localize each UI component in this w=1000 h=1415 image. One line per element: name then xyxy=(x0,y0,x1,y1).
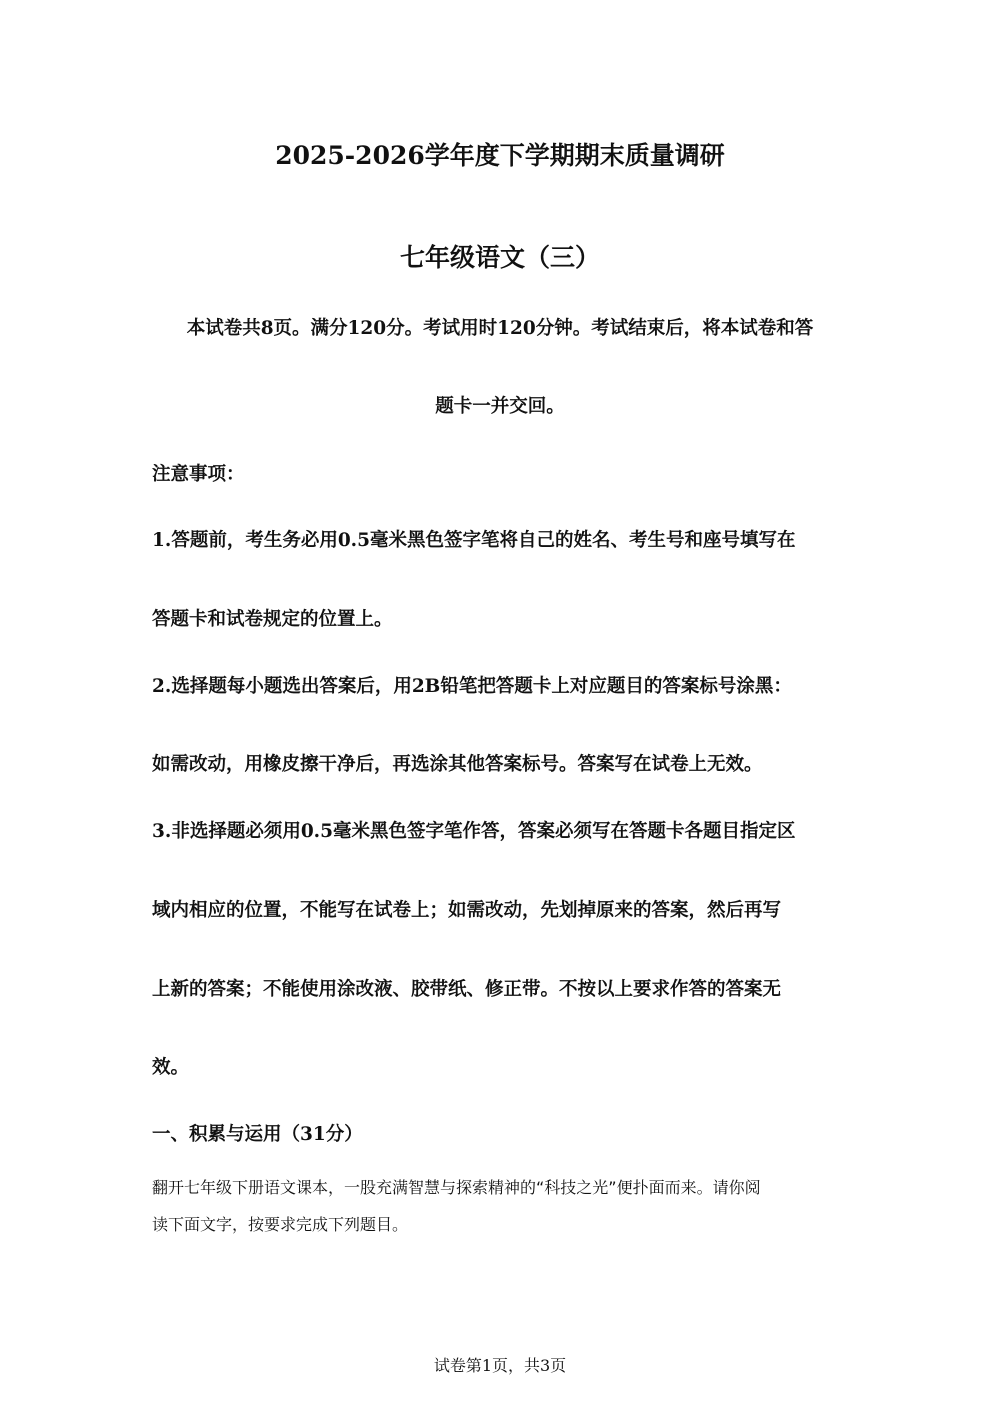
notice-item-2-line-2: 如需改动，用橡皮擦干净后，再选涂其他答案标号。答案写在试卷上无效。 xyxy=(152,754,763,775)
notice-item-3-line-2: 域内相应的位置，不能写在试卷上；如需改动，先划掉原来的答案，然后再写 xyxy=(152,900,782,921)
section-1-paragraph-line-2: 读下面文字，按要求完成下列题目。 xyxy=(152,1215,409,1234)
notice-item-1-line-1: 1.答题前，考生务必用0.5毫米黑色签字笔将自己的姓名、考生号和座号填写在 xyxy=(152,530,796,551)
notice-heading: 注意事项： xyxy=(152,464,245,485)
notice-item-1-line-2: 答题卡和试卷规定的位置上。 xyxy=(152,609,393,630)
section-1-heading: 一、积累与运用（31分） xyxy=(152,1124,363,1145)
intro-line-1: 本试卷共8页。满分120分。考试用时120分钟。考试结束后，将本试卷和答 xyxy=(186,318,814,339)
notice-item-2-line-1: 2.选择题每小题选出答案后，用2B铅笔把答题卡上对应题目的答案标号涂黑： xyxy=(152,676,792,697)
notice-item-3-line-1: 3.非选择题必须用0.5毫米黑色签字笔作答，答案必须写在答题卡各题目指定区 xyxy=(152,821,796,842)
page-footer: 试卷第1页，共3页 xyxy=(433,1356,567,1375)
notice-item-3-line-3: 上新的答案；不能使用涂改液、胶带纸、修正带。不按以上要求作答的答案无 xyxy=(152,979,782,1000)
page-title: 2025-2026学年度下学期期末质量调研 xyxy=(275,141,725,170)
page-subtitle: 七年级语文（三） xyxy=(399,243,600,272)
notice-item-3-line-4: 效。 xyxy=(152,1057,190,1078)
intro-line-2: 题卡一并交回。 xyxy=(435,396,565,417)
section-1-paragraph-line-1: 翻开七年级下册语文课本，一股充满智慧与探索精神的“科技之光”便扑面而来。请你阅 xyxy=(152,1178,761,1197)
